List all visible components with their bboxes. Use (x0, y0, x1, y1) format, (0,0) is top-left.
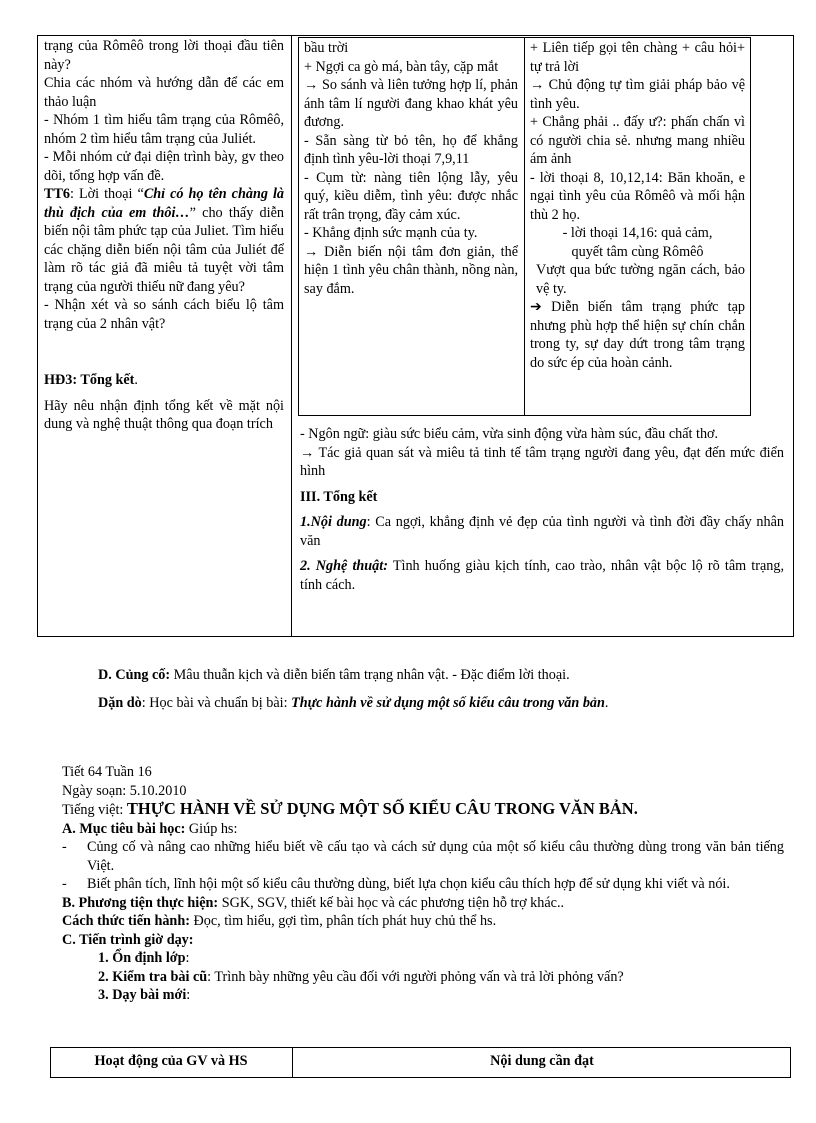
cell-line: - Cụm từ: nàng tiên lộng lẫy, yêu quý, kiều diễm, tình yêu: được nhắc rất trân trọng, đầy cảm xúc. (304, 169, 518, 223)
header-content: Nội dung cần đạt (490, 1053, 594, 1069)
step-3: 3. Dạy bài mới: (98, 987, 191, 1003)
step-2: 2. Kiểm tra bài cũ: Trình bày những yêu cầu đối với người phỏng vấn và trả lời phỏng vấn? (98, 968, 624, 985)
procedure-heading: C. Tiến trình giờ dạy: (62, 931, 194, 948)
romeo-column (304, 39, 518, 298)
left-paragraph: - Nhóm 1 tìm hiểu tâm trạng của Rômêô, nhóm 2 tìm hiểu tâm trạng của Juliét. (44, 112, 284, 147)
left-paragraph: trạng của Rômêô trong lời thoại đầu tiên này? (44, 38, 284, 73)
teacher-activity-column (44, 37, 284, 434)
cell-line: → Chủ động tự tìm giải pháp bảo vệ tình yêu. (530, 77, 745, 112)
cell-line: + Ngợi ca gò má, bàn tây, cặp mắt (304, 58, 499, 75)
cell-line: + Liên tiếp gọi tên chàng + câu hỏi+ tự trả lời (530, 40, 745, 75)
juliet-column (530, 39, 745, 372)
left-paragraph: - Nhận xét và so sánh cách biểu lộ tâm trạng của 2 nhân vật? (44, 297, 284, 332)
step-1: 1. Ổn định lớp: (98, 950, 190, 966)
cell-line: Vượt qua bức tường ngăn cách, bảo vệ ty. (536, 262, 745, 297)
left-paragraph: Chia các nhóm và hướng dẫn để các em thảo luận (44, 75, 284, 110)
subject-line: Tiếng việt: THỰC HÀNH VỀ SỬ DỤNG MỘT SỐ KIỂU CÂU TRONG VĂN BẢN. (62, 799, 638, 818)
cell-line: ➔ Diễn biến tâm trạng phức tạp nhưng phù hợp thể hiện sự chín chắn trong ty, sự day dứt trong tâm trạng do sức ép của hoàn cảnh. (530, 299, 745, 371)
cell-line: quyết tâm cùng Rômêô (571, 243, 704, 260)
tt6-label: TT6 (44, 186, 71, 202)
materials-line: B. Phương tiện thực hiện: SGK, SGV, thiết kế bài học và các phương tiện hỗ trợ khác.. (62, 894, 565, 911)
cell-line: - lời thoại 8, 10,12,14: Băn khoăn, e ngại tình yêu của Rômêô và mối hận thù 2 họ. (530, 169, 745, 223)
date-line: Ngày soạn: 5.10.2010 (62, 782, 187, 799)
content-summary-text: 1.Nội dung: Ca ngợi, khẳng định vẻ đẹp của tình người và tình đời đầy chấy nhân văn (300, 514, 785, 549)
hd3-heading: HĐ3: Tổng kết. (44, 372, 138, 388)
tt6-quote: Chỉ có họ tên chàng là thù địch của em thôi… (44, 186, 285, 221)
tt6-paragraph: TT6: Lời thoại “Chỉ có họ tên chàng là thù địch của em thôi…” cho thấy diễn biến nội tâm phức tạp của Juliet. Tìm hiểu các chặng diễn biến nội tâm của Juliét để làm rõ tác giả đã miêu tả tuyệt vời tâm trạng của người thiếu nữ đang yêu? (44, 186, 285, 295)
table-column-divider (291, 35, 292, 637)
art-summary-text: 2. Nghệ thuật: Tình huống giàu kịch tính, cao trào, nhân vật bộc lộ rõ tâm trạng, tính cách. (300, 558, 784, 593)
homework-line: Dặn dò: Học bài và chuẩn bị bài: Thực hành về sử dụng một số kiểu câu trong văn bản. (98, 695, 609, 711)
language-note: - Ngôn ngữ: giàu sức biểu cảm, vừa sinh động vừa hàm súc, đầu chất thơ. (300, 426, 719, 442)
cell-line: bầu trời (304, 40, 349, 56)
period-line: Tiết 64 Tuần 16 (62, 764, 152, 780)
content-summary (300, 425, 784, 594)
objective-item: - Biết phân tích, lĩnh hội một số kiểu câu thường dùng, biết lựa chọn kiểu câu thích hợp để sử dụng khi viết và nói. (62, 876, 730, 892)
method-line: Cách thức tiến hành: Đọc, tìm hiểu, gợi tìm, phân tích phát huy chủ thể hs. (62, 913, 497, 929)
cell-line: - lời thoại 14,16: quả cảm, (562, 225, 713, 241)
cell-line: → Diễn biến nội tâm đơn giản, thể hiện 1 tình yêu chân thành, nồng nàn, say đắm. (304, 243, 518, 297)
lesson-title: THỰC HÀNH VỀ SỬ DỤNG MỘT SỐ KIỂU CÂU TRONG VĂN BẢN. (126, 799, 638, 818)
cell-line: - Sẵn sàng từ bỏ tên, họ để khẳng định tình yêu-lời thoại 7,9,11 (304, 132, 518, 167)
objective-item: - Củng cố và nâng cao những hiểu biết về cấu tạo và cách sử dụng của một số kiểu câu thường dùng trong văn bản tiếng Việt. (62, 839, 784, 874)
left-paragraph: Hãy nêu nhận định tổng kết về mặt nội dung và nghệ thuật thông qua đoạn trích (44, 397, 284, 432)
left-paragraph: - Mỗi nhóm cử đại diện trình bày, gv theo dõi, tổng hợp vấn đề. (44, 149, 284, 184)
cell-line: - Khẳng định sức mạnh của ty. (304, 225, 478, 241)
lesson-plan (62, 763, 784, 1005)
cell-line: + Chẳng phải .. đấy ư?: phấn chấn vì có người chia sẻ. nhưng mang nhiều ám ảnh (530, 114, 745, 167)
objectives-line: A. Mục tiêu bài học: Giúp hs: (62, 820, 238, 837)
inner-table-divider (524, 37, 525, 416)
consolidation-line: D. Củng cố: Mâu thuẫn kịch và diễn biến tâm trạng nhân vật. - Đặc điểm lời thoại. (98, 667, 570, 683)
observe-note: → Tác giả quan sát và miêu tả tinh tế tâm trạng người đang yêu, đạt đến mức điển hình (300, 444, 784, 479)
cell-line: → So sánh và liên tưởng hợp lí, phản ánh tâm lí người đang khao khát yêu đương. (304, 77, 518, 130)
header-activities: Hoạt động của GV và HS (94, 1053, 248, 1069)
summary-title: III. Tổng kết (300, 488, 378, 505)
